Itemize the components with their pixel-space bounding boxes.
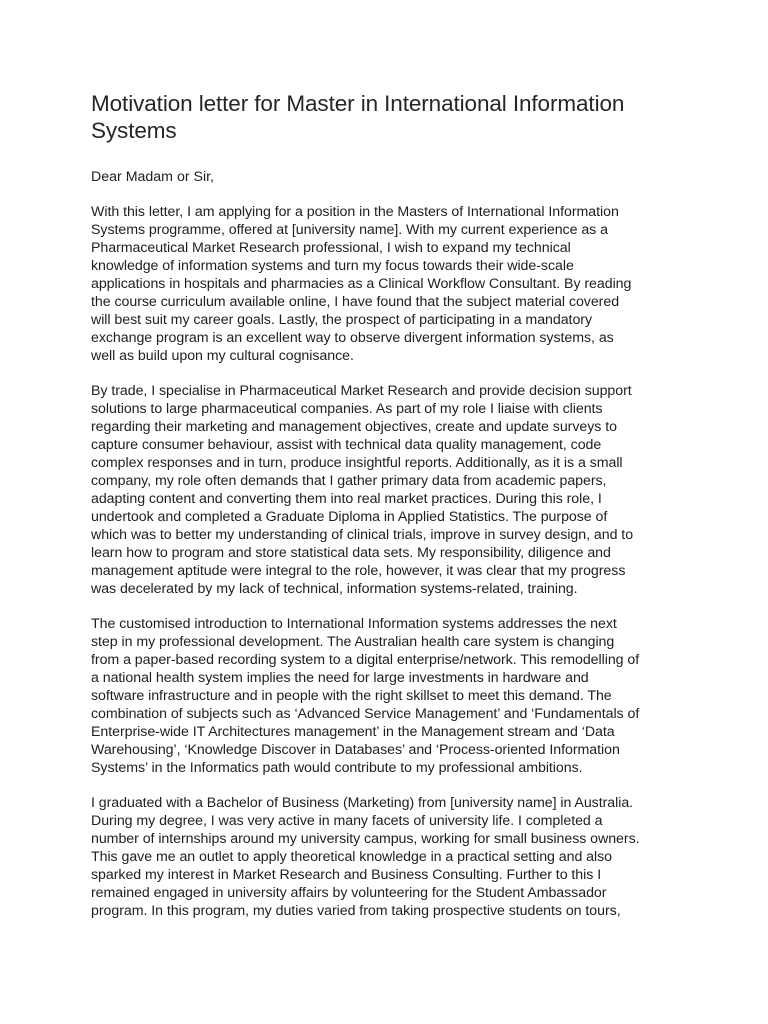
paragraph-line: company, my role often demands that I gather primary data from academic papers, [91,473,607,489]
paragraph-line: which was to better my understanding of clinical trials, improve in survey design, and to [91,527,634,543]
paragraph-line: Systems’ in the Informatics path would contribute to my professional ambitions. [91,760,583,776]
paragraph-line: well as build upon my cultural cognisance. [91,348,354,364]
title-line: Motivation letter for Master in International Information [91,91,625,116]
paragraph-line: learn how to program and store statistical data sets. My responsibility, diligence and [91,545,611,561]
paragraph-line: Enterprise-wide IT Architectures management’ in the Management stream and ‘Data [91,724,615,740]
paragraph-line: With this letter, I am applying for a position in the Masters of International Information [91,204,619,220]
paragraph-line: Warehousing’, ‘Knowledge Discover in Databases’ and ‘Process-oriented Information [91,742,620,758]
title-line: Systems [91,118,177,143]
paragraph-line: was decelerated by my lack of technical, information systems-related, training. [91,581,578,597]
paragraph-line: This gave me an outlet to apply theoretical knowledge in a practical setting and also [91,849,613,865]
paragraph-line: software infrastructure and in people with the right skillset to meet this demand. The [91,688,612,704]
letter-title [91,90,691,144]
paragraph-intro [91,203,691,365]
paragraph-line: step in my professional development. The Australian health care system is changing [91,634,615,650]
paragraph-line: will best suit my career goals. Lastly, the prospect of participating in a mandatory [91,312,593,328]
paragraph-line: adapting content and converting them into real market practices. During this role, I [91,491,602,507]
paragraph-line: I graduated with a Bachelor of Business (Marketing) from [university name] in Australia. [91,795,634,811]
paragraph-line: management aptitude were integral to the role, however, it was clear that my progress [91,563,626,579]
paragraph-line: complex responses and in turn, produce insightful reports. Additionally, as it is a small [91,455,623,471]
paragraph-line: Systems programme, offered at [university name]. With my current experience as a [91,222,608,238]
paragraph-line: knowledge of information systems and turn my focus towards their wide-scale [91,258,574,274]
letter-content [91,90,691,920]
paragraph-line: regarding their marketing and management objectives, create and update surveys to [91,419,617,435]
paragraph-line: combination of subjects such as ‘Advanced Service Management’ and ‘Fundamentals of [91,706,640,722]
paragraph-line: program. In this program, my duties varied from taking prospective students on tours, [91,903,621,919]
paragraph-program-fit [91,615,691,777]
paragraph-line: sparked my interest in Market Research and Business Consulting. Further to this I [91,867,602,883]
paragraph-line: remained engaged in university affairs by volunteering for the Student Ambassador [91,885,607,901]
paragraph-line: the course curriculum available online, I have found that the subject material covered [91,294,620,310]
paragraph-line: The customised introduction to International Information systems addresses the next [91,616,617,632]
paragraph-education [91,794,691,920]
paragraph-line: During my degree, I was very active in many facets of university life. I completed a [91,813,603,829]
paragraph-line: exchange program is an excellent way to observe divergent information systems, as [91,330,614,346]
paragraph-line: solutions to large pharmaceutical companies. As part of my role I liaise with clients [91,401,603,417]
paragraph-line: from a paper-based recording system to a digital enterprise/network. This remodelling of [91,652,640,668]
paragraph-line: applications in hospitals and pharmacies as a Clinical Workflow Consultant. By reading [91,276,632,292]
paragraph-line: By trade, I specialise in Pharmaceutical Market Research and provide decision support [91,383,632,399]
paragraph-line: a national health system implies the need for large investments in hardware and [91,670,589,686]
paragraph-experience [91,382,691,598]
paragraph-line: capture consumer behaviour, assist with technical data quality management, code [91,437,602,453]
paragraph-line: number of internships around my university campus, working for small business owners. [91,831,640,847]
salutation: Dear Madam or Sir, [91,169,214,185]
paragraph-line: Pharmaceutical Market Research professional, I wish to expand my technical [91,240,571,256]
paragraph-line: undertook and completed a Graduate Diploma in Applied Statistics. The purpose of [91,509,608,525]
